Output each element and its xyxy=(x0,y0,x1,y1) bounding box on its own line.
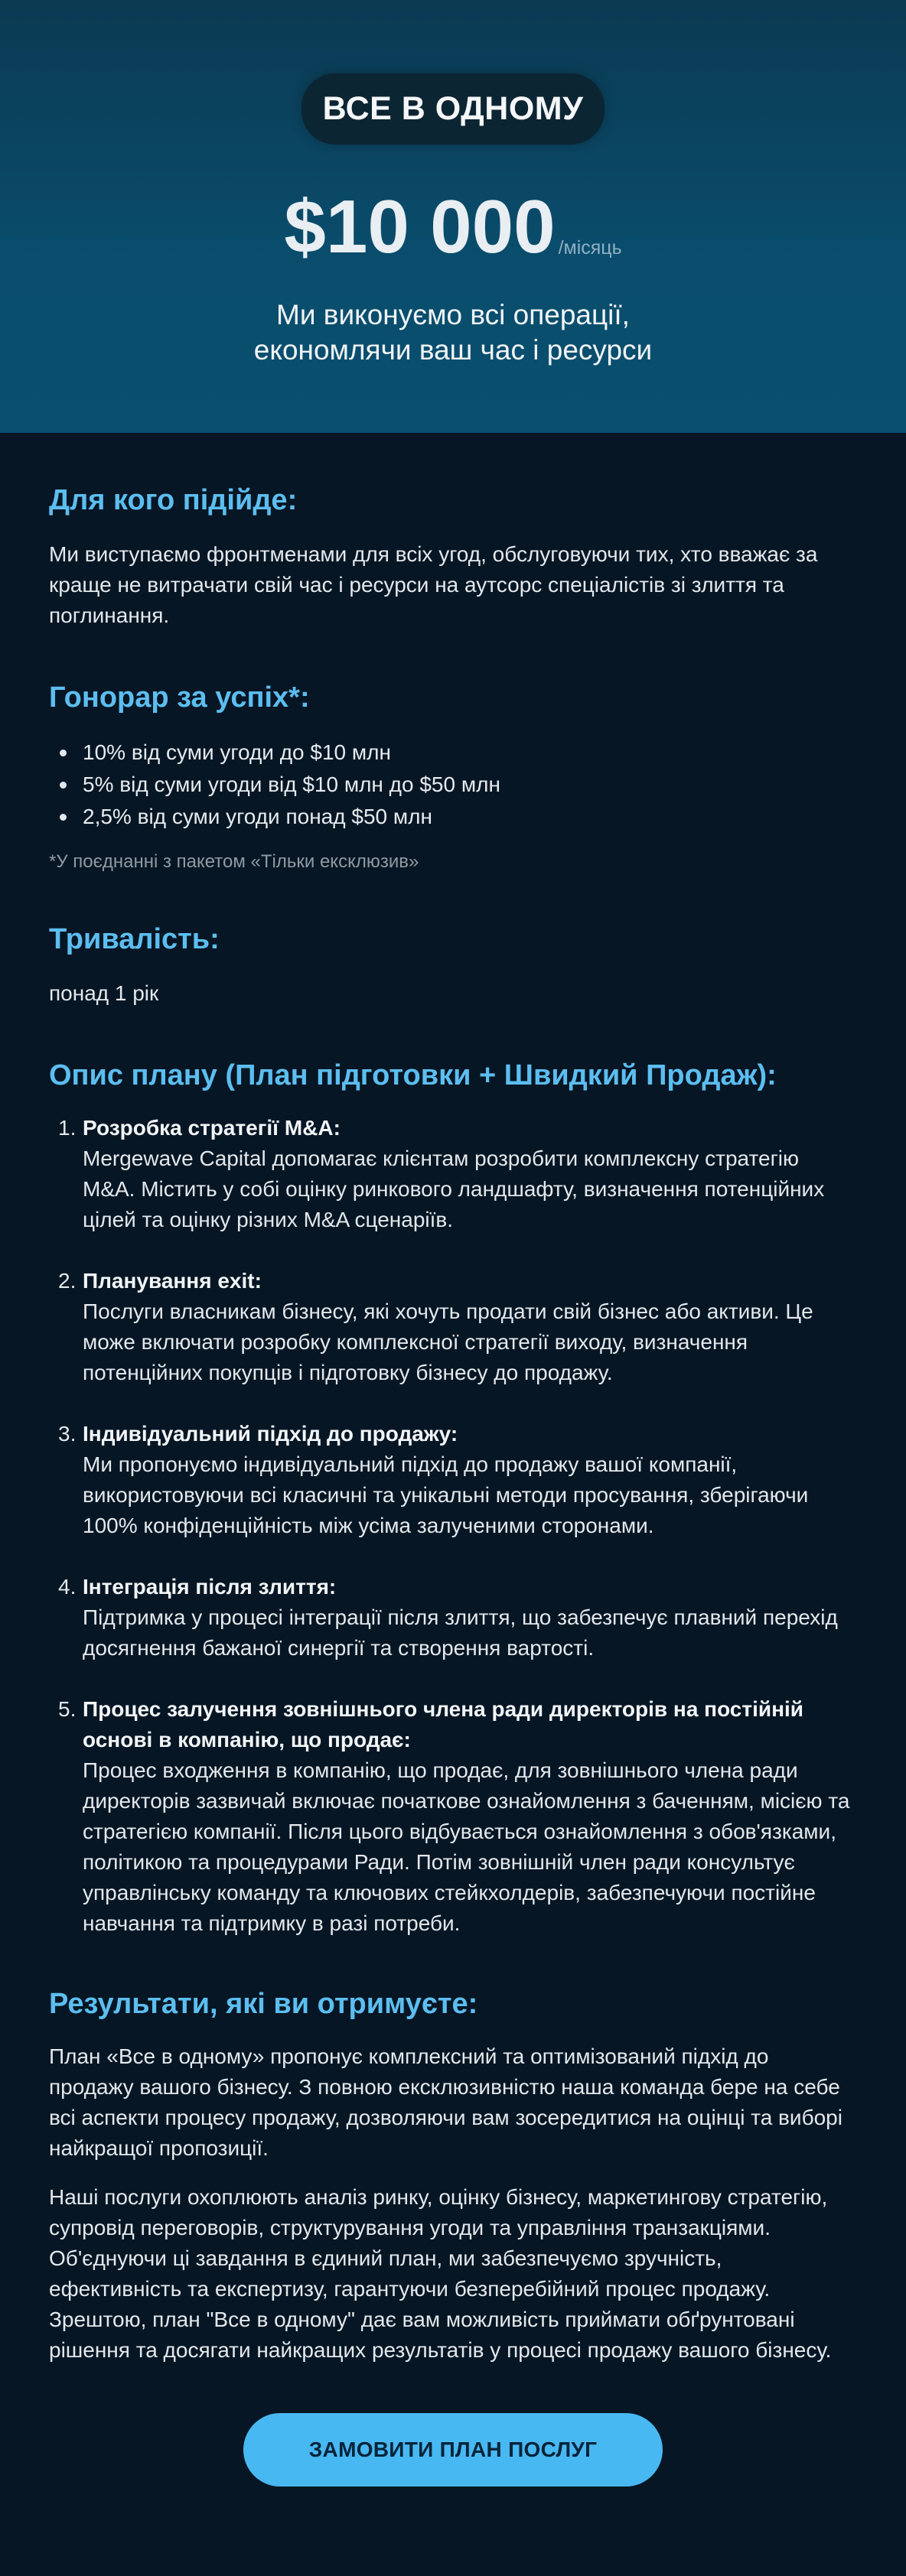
plan-details xyxy=(0,433,906,2487)
plan-step xyxy=(49,1113,857,1235)
step-title: Індивідуальний підхід до продажу: xyxy=(83,1422,458,1446)
plan-step xyxy=(49,1694,857,1939)
step-description: Ми пропонуємо індивідуальний підхід до продажу вашої компанії, використовуючи всі класичні та унікальні методи просування, зберігаючи 100% конфіденційність між усіма залученими сторонами. xyxy=(83,1452,809,1537)
plan-steps xyxy=(49,1113,857,1939)
results-title: Результати, які ви отримуєте: xyxy=(49,1988,478,2020)
results-section xyxy=(49,1986,857,2366)
step-title: Розробка стратегії M&A: xyxy=(83,1116,341,1140)
plan-step xyxy=(49,1419,857,1541)
duration-title: Тривалість: xyxy=(49,923,220,955)
step-number: 4. xyxy=(58,1575,77,1599)
results-paragraph-2: Наші послуги охоплюють аналіз ринку, оцінку бізнесу, маркетингову стратегію, супровід переговорів, структурування угоди та управління транзакціями. Об'єднуючи ці завдання в єдиний план, ми забезпечуємо зручність, ефективність та експертизу, гарантуючи безперебійний процес продажу. Зрештою, план "Все в одному" дає вам можливість приймати обґрунтовані рішення та досягати найкращих результатів у процесі продажу вашого бізнесу. xyxy=(49,2185,832,2362)
plan-step xyxy=(49,1572,857,1664)
duration-text: понад 1 рік xyxy=(49,981,159,1005)
audience-title: Для кого підійде: xyxy=(49,484,298,516)
step-title: Інтеграція після злиття: xyxy=(83,1575,337,1599)
step-description: Послуги власникам бізнесу, які хочуть продати свій бізнес або активи. Це може включати розробку комплексної стратегії виходу, визначення потенційних покупців і підготовку бізнесу до продажу. xyxy=(83,1299,813,1384)
step-description: Підтримка у процесі інтеграції після злиття, що забезпечує плавний перехід досягнення бажаної синергії та створення вартості. xyxy=(83,1605,838,1660)
tagline-line-2: економлячи ваш час і ресурси xyxy=(253,334,653,366)
step-number: 2. xyxy=(58,1269,77,1293)
fee-item: 10% від суми угоди до $10 млн xyxy=(49,737,857,769)
plan-description-section xyxy=(49,1058,857,1939)
step-title: Планування exit: xyxy=(83,1269,262,1293)
tagline-line-1: Ми виконуємо всі операції, xyxy=(276,299,630,330)
audience-section xyxy=(49,483,857,631)
step-number: 1. xyxy=(58,1116,77,1140)
fee-note: *У поєднанні з пакетом «Тільки ексклюзив» xyxy=(49,851,419,872)
results-paragraph-1: План «Все в одному» пропонує комплексний та оптимізований підхід до продажу вашого бізнесу. З повною ексклюзивністю наша команда бере на себе всі аспекти процесу продажу, дозволяючи вам зосередитися на оцінці та виборі найкращої пропозиції. xyxy=(49,2044,842,2160)
plan-name-badge: ВСЕ В ОДНОМУ xyxy=(301,73,605,145)
cta-container xyxy=(49,2413,857,2487)
fee-section xyxy=(49,680,857,873)
step-description: Процес входження в компанію, що продає, для зовнішнього члена ради директорів зазвичай включає початкове ознайомлення з баченням, місією та стратегією компанії. Після цього відбувається ознайомлення з обов'язками, політикою та процедурами Ради. Потім зовнішній член ради консультує управлінську команду та ключових стейкхолдерів, забезпечуючи постійне навчання та підтримку в разі потреби. xyxy=(83,1758,850,1935)
fee-title: Гонорар за успіх*: xyxy=(49,681,310,714)
plan-description-title: Опис плану (План підготовки + Швидкий Продаж): xyxy=(49,1059,777,1091)
plan-tagline xyxy=(254,298,652,368)
plan-price: $10 000 xyxy=(284,184,556,268)
duration-section xyxy=(49,922,857,1009)
audience-text: Ми виступаємо фронтменами для всіх угод, обслуговуючи тих, хто вважає за краще не витрачати свій час і ресурси на аутсорс спеціалістів зі злиття та поглинання. xyxy=(49,542,818,627)
step-title: Процес залучення зовнішнього члена ради директорів на постійній основі в компанію, що продає: xyxy=(83,1697,803,1751)
step-description: Mergewave Capital допомагає клієнтам розробити комплексну стратегію M&A. Містить у собі оцінку ринкового ландшафту, визначення потенційних цілей та оцінку різних M&A сценаріїв. xyxy=(83,1147,825,1231)
fee-item: 2,5% від суми угоди понад $50 млн xyxy=(49,801,857,833)
step-number: 5. xyxy=(58,1697,77,1721)
price-row xyxy=(284,184,622,268)
fee-item: 5% від суми угоди від $10 млн до $50 млн xyxy=(49,769,857,801)
plan-hero xyxy=(0,0,906,433)
order-plan-button[interactable]: ЗАМОВИТИ ПЛАН ПОСЛУГ xyxy=(243,2413,663,2487)
step-number: 3. xyxy=(58,1422,77,1446)
price-period: /місяць xyxy=(558,237,622,259)
plan-step xyxy=(49,1266,857,1388)
fee-list xyxy=(49,737,857,833)
